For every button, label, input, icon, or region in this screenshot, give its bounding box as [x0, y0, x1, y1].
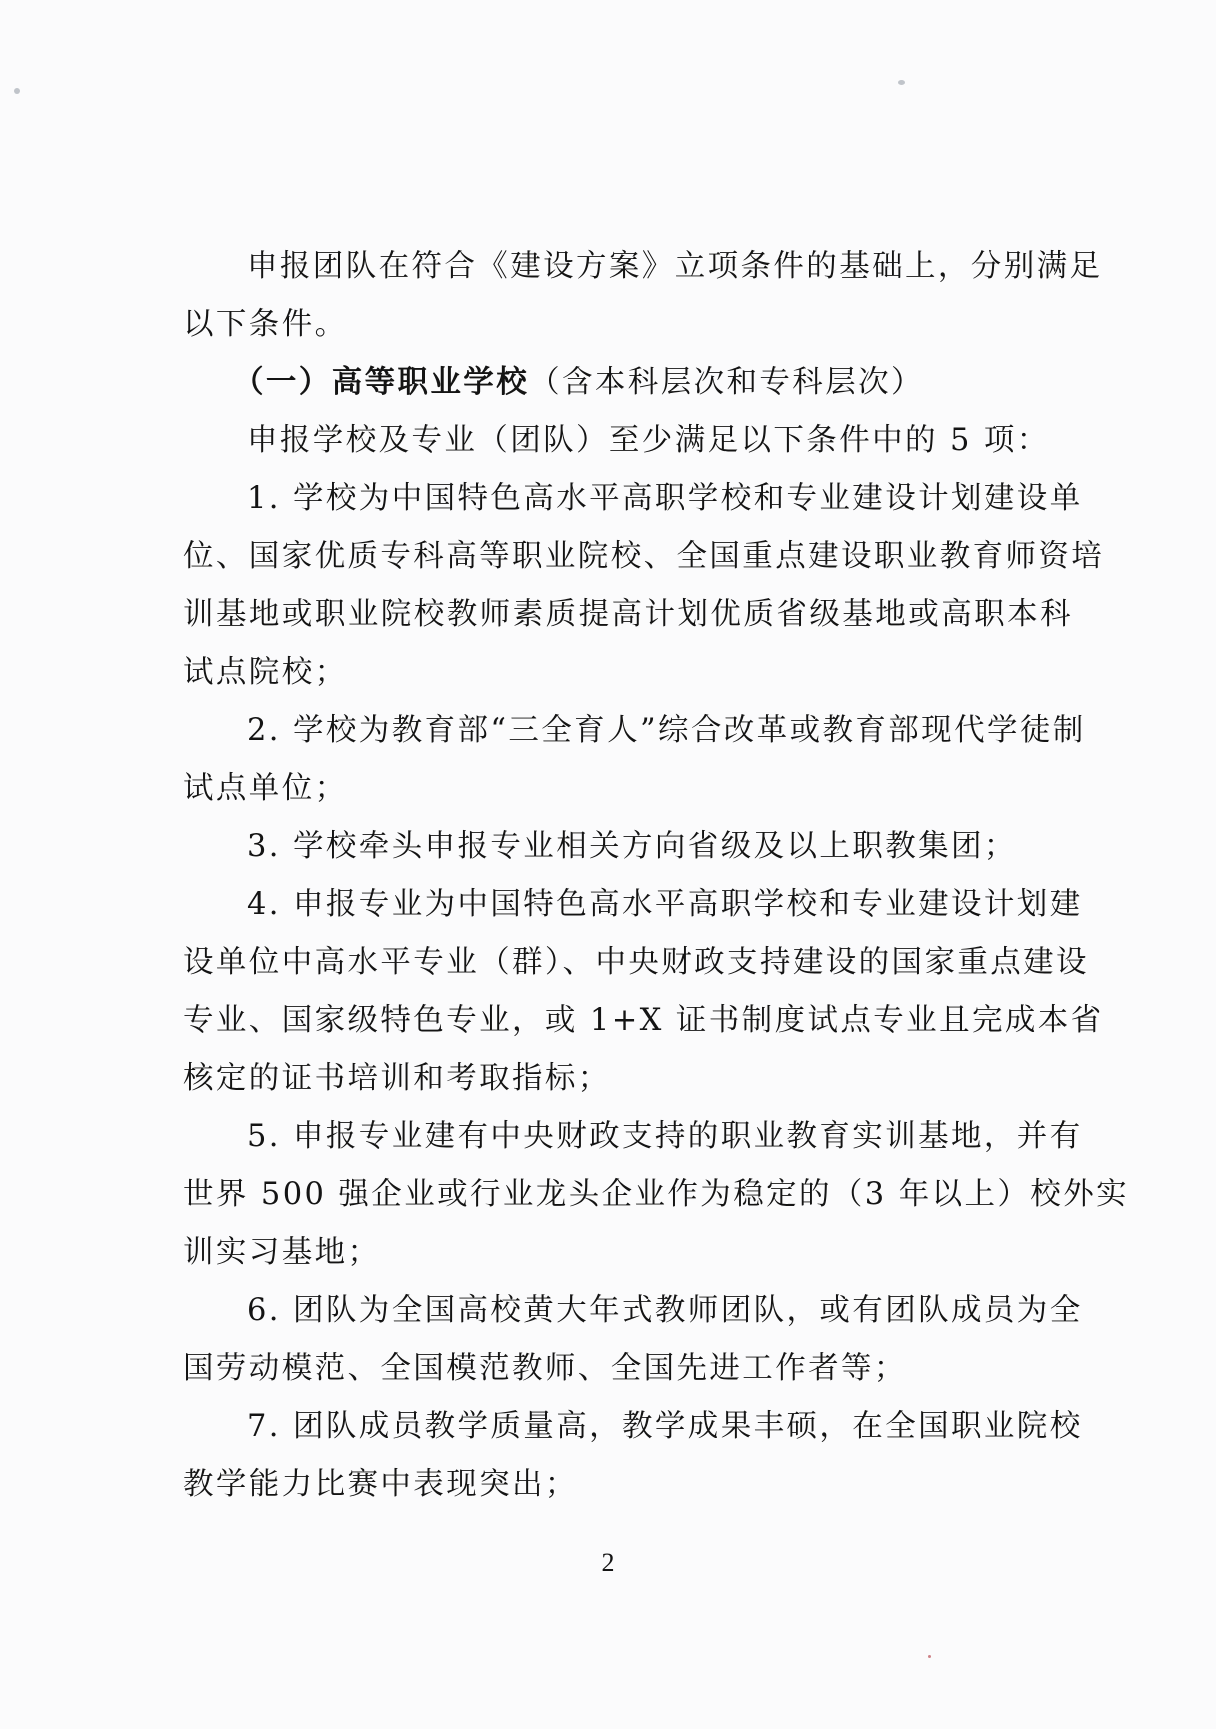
scan-speck	[928, 1655, 931, 1658]
item-5-line-2: 世界 500 强企业或行业龙头企业作为稳定的（3 年以上）校外实	[183, 1177, 1130, 1212]
scan-speck	[14, 88, 20, 94]
document-body	[183, 238, 1130, 1514]
item-5-line-3: 训实习基地；	[183, 1235, 381, 1270]
item-4-line-1: 4. 申报专业为中国特色高水平高职学校和专业建设计划建	[247, 887, 1083, 922]
item-1-line-4: 试点院校；	[183, 655, 348, 690]
intro-line-1: 申报团队在符合《建设方案》立项条件的基础上，分别满足	[247, 249, 1103, 284]
item-1-line-1: 1. 学校为中国特色高水平高职学校和专业建设计划建设单	[247, 481, 1083, 516]
requirement-statement: 申报学校及专业（团队）至少满足以下条件中的 5 项：	[247, 423, 1050, 458]
section-heading	[183, 354, 1073, 412]
section-heading-scope: （含本科层次和专科层次）	[529, 365, 924, 400]
item-2-line-2: 试点单位；	[183, 771, 348, 806]
item-6-line-2: 国劳动模范、全国模范教师、全国先进工作者等；	[183, 1351, 907, 1386]
item-1-line-2: 位、国家优质专科高等职业院校、全国重点建设职业教育师资培	[183, 539, 1105, 574]
item-5-line-1: 5. 申报专业建有中央财政支持的职业教育实训基地，并有	[247, 1119, 1083, 1154]
item-2-line-1: 2. 学校为教育部“三全育人”综合改革或教育部现代学徒制	[247, 713, 1086, 748]
intro-line-2: 以下条件。	[183, 307, 348, 342]
item-7-line-1: 7. 团队成员教学质量高，教学成果丰硕，在全国职业院校	[247, 1409, 1083, 1444]
item-7-line-2: 教学能力比赛中表现突出；	[183, 1467, 578, 1502]
item-1-line-3: 训基地或职业院校教师素质提高计划优质省级基地或高职本科	[183, 597, 1073, 632]
item-4-line-4: 核定的证书培训和考取指标；	[183, 1061, 611, 1096]
item-4-line-2: 设单位中高水平专业（群）、中央财政支持建设的国家重点建设	[183, 945, 1089, 980]
item-6-line-1: 6. 团队为全国高校黄大年式教师团队，或有团队成员为全	[247, 1293, 1083, 1328]
page-number: 2	[601, 1548, 615, 1577]
item-4-line-3: 专业、国家级特色专业，或 1+X 证书制度试点专业且完成本省	[183, 1003, 1104, 1038]
item-3-line-1: 3. 学校牵头申报专业相关方向省级及以上职教集团；	[247, 829, 1017, 864]
scan-speck	[898, 80, 905, 85]
section-heading-title: （一）高等职业学校	[233, 365, 530, 400]
